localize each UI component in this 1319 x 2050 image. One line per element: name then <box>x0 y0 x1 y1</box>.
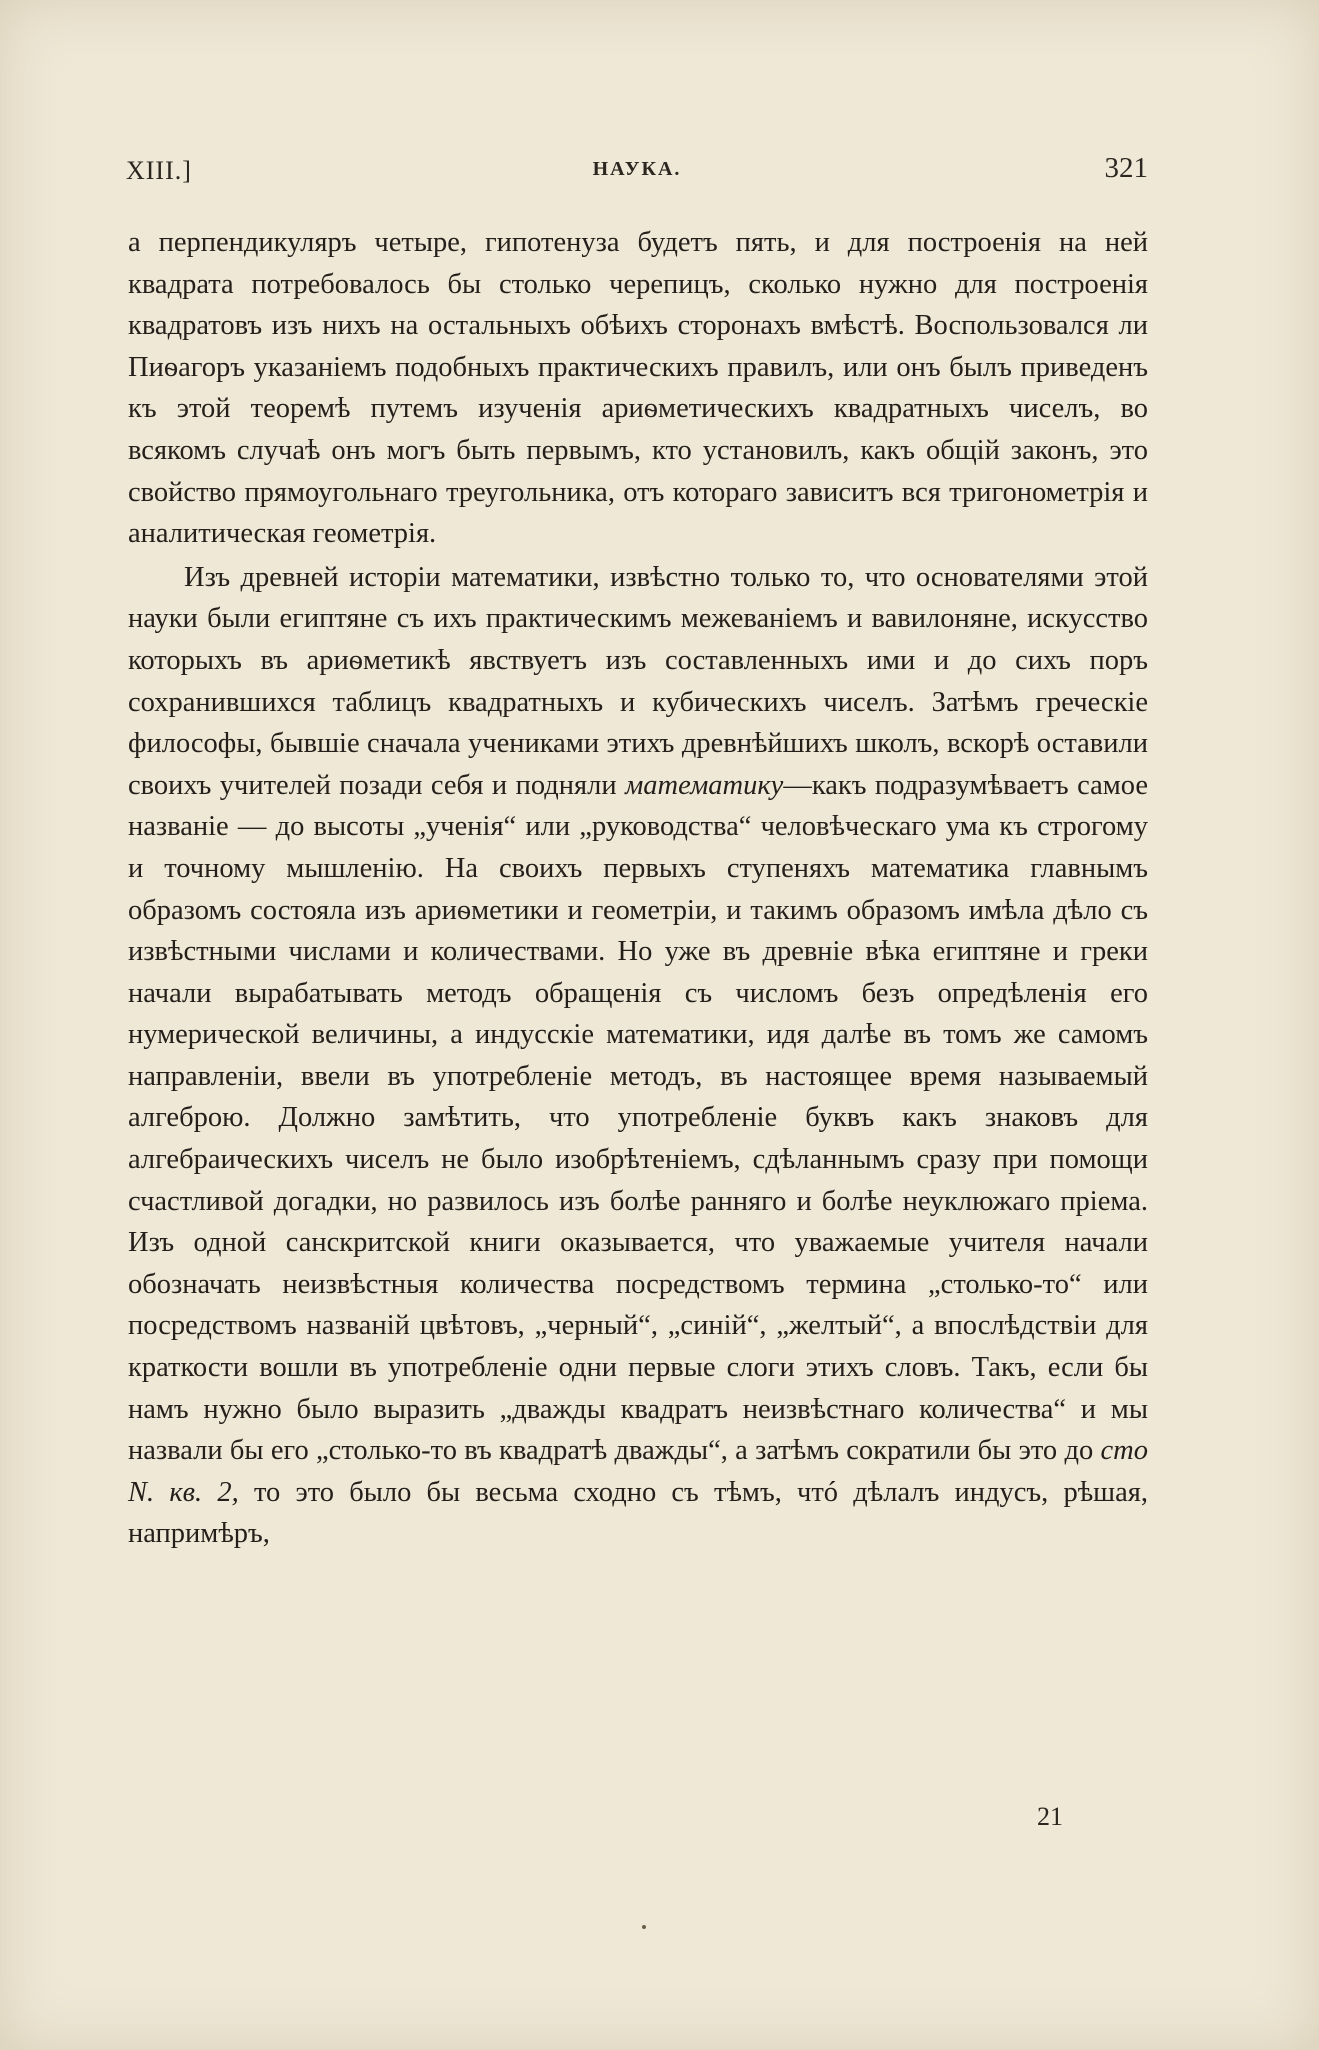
chapter-number: XIII.] <box>126 156 192 185</box>
signature-mark: 21 <box>1037 1802 1063 1831</box>
paper-speck <box>642 1925 646 1929</box>
running-header <box>126 150 1148 190</box>
body-text <box>128 222 1148 1555</box>
paragraph-2-part-1: Изъ древней исторіи математики, извѣстно только то, что основателями этой науки были египтяне съ ихъ практическимъ межеваніемъ и вавилоняне, искусство которыхъ въ ариѳметикѣ явствуетъ изъ составленныхъ ими и до сихъ поръ сохранившихся таблицъ квадратныхъ и кубическихъ чиселъ. Затѣмъ греческіе философы, бывшіе сначала учениками этихъ древнѣйшихъ школъ, вскорѣ оставили своихъ учителей позади себя и подняли <box>128 561 1148 801</box>
emphasis-mathematics: математику <box>625 769 784 801</box>
paragraph-2 <box>128 557 1148 1555</box>
emphasis-abbreviation: сто N. кв. 2, <box>128 1435 1148 1508</box>
paragraph-1: а перпендикуляръ четыре, гипотенуза будетъ пять, и для построенія на ней квадрата потребовалось бы столько черепицъ, сколько нужно для построенія квадратовъ изъ нихъ на остальныхъ обѣихъ сторонахъ вмѣстѣ. Воспользовался ли Пиѳагоръ указаніемъ подобныхъ практическихъ правилъ, или онъ былъ приведенъ къ этой теоремѣ путемъ изученія ариѳметическихъ квадратныхъ чиселъ, во всякомъ случаѣ онъ могъ быть первымъ, кто установилъ, какъ общій законъ, это свойство прямоугольнаго треугольника, отъ котораго зависитъ вся тригонометрія и аналитическая геометрія. <box>128 227 1148 550</box>
page-number: 321 <box>1104 152 1148 184</box>
running-title: НАУКА. <box>592 158 682 180</box>
paragraph-2-part-3: то это было бы весьма сходно съ тѣмъ, чтó дѣлалъ индусъ, рѣшая, напримѣръ, <box>128 1476 1149 1550</box>
paragraph-2-part-2: —какъ подразумѣваетъ самое названіе — до высоты „ученія“ или „руководства“ человѣческаго ума къ строгому и точному мышленію. На своихъ первыхъ ступеняхъ математика главнымъ образомъ состояла изъ ариѳметики и геометріи, и такимъ образомъ имѣла дѣло съ извѣстными числами и количествами. Но уже въ древніе вѣка египтяне и греки начали вырабатывать методъ обращенія съ числомъ безъ опредѣленія его нумерической величины, а индусскіе математики, идя далѣе въ томъ же самомъ направленіи, ввели въ употребленіе методъ, въ настоящее время называемый алгеброю. Должно замѣтить, что употребленіе буквъ какъ знаковъ для алгебраическихъ чиселъ не было изобрѣтеніемъ, сдѣланнымъ сразу при помощи счастливой догадки, но развилось изъ болѣе ранняго и болѣе неуклюжаго пріема. Изъ одной санскритской книги оказывается, что уважаемые учителя начали обозначать неизвѣстныя количества посредствомъ термина „столько-то“ или посредствомъ названій цвѣтовъ, „черный“, „синій“, „желтый“, а впослѣдствіи для краткости вошли въ употребленіе одни первые слоги этихъ словъ. Такъ, если бы намъ нужно было выразить „дважды квадратъ неизвѣстнаго количества“ и мы назвали бы его „столько-то въ квадратѣ дважды“, а затѣмъ сократили бы это до <box>128 769 1149 1467</box>
